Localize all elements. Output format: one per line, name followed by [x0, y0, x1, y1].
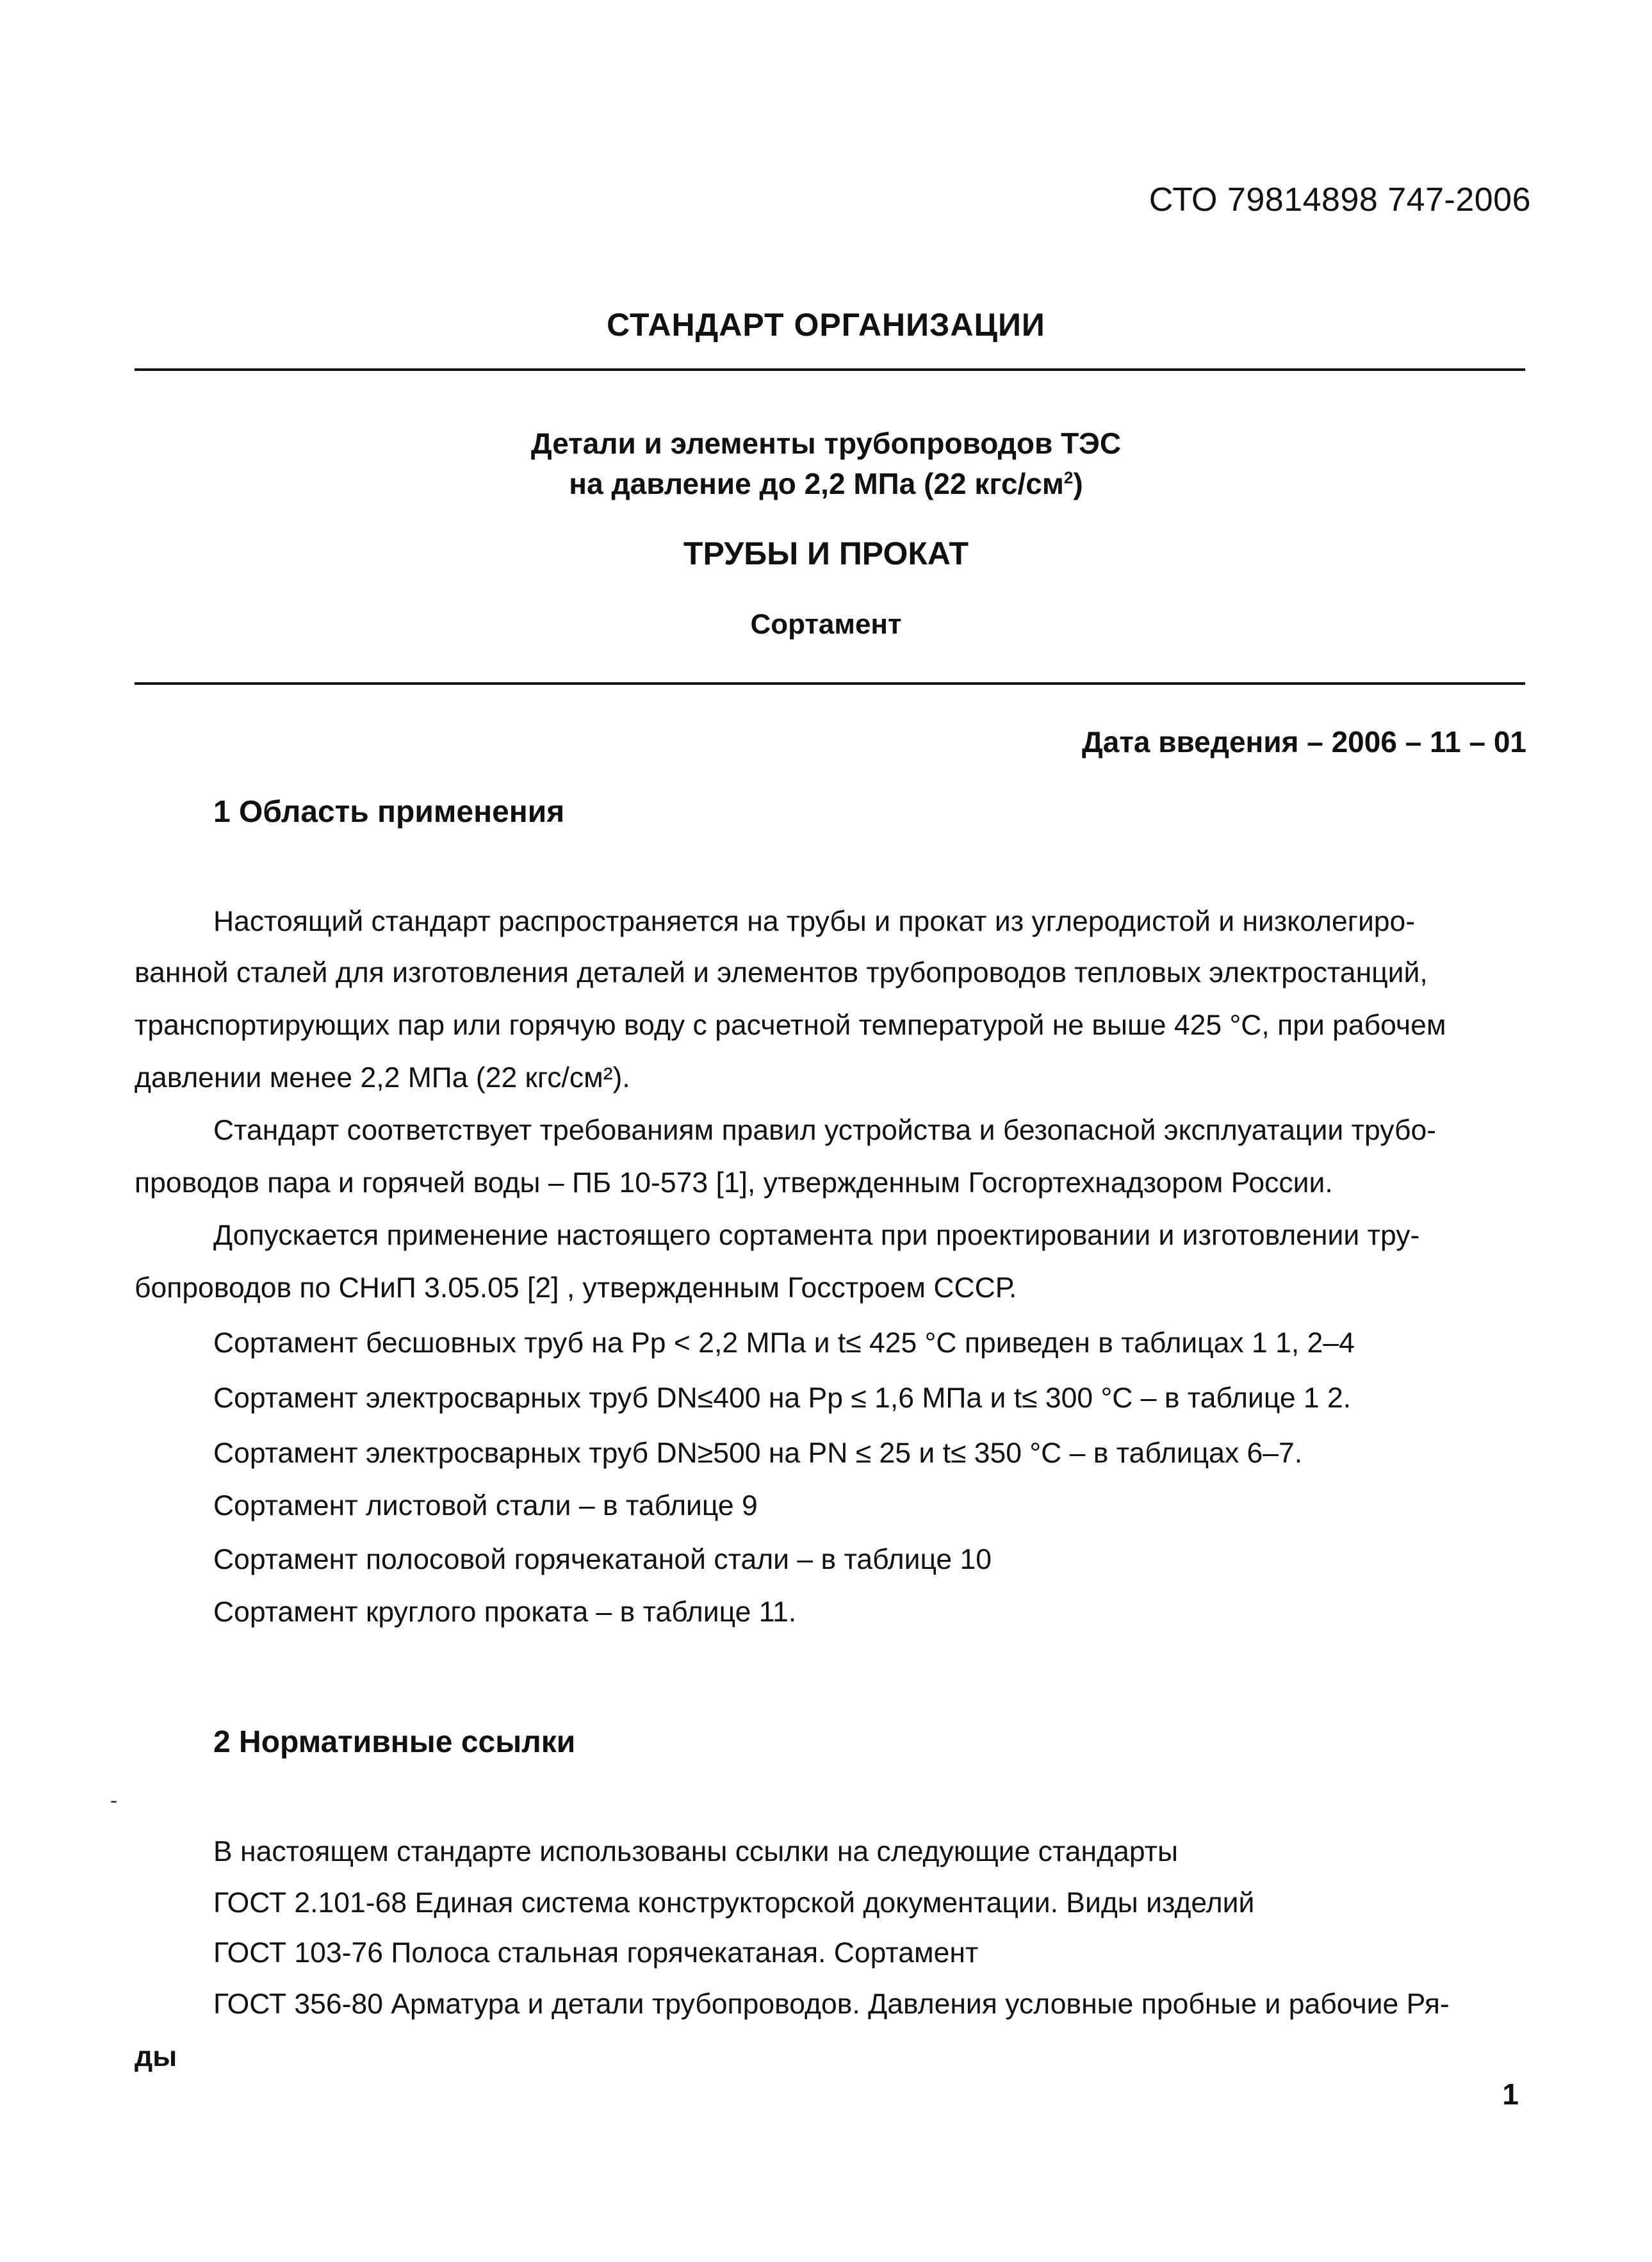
document-code: СТО 79814898 747-2006: [1149, 181, 1531, 218]
section-2-line: ды: [135, 2041, 177, 2072]
organization-standard-title: СТАНДАРТ ОРГАНИЗАЦИИ: [607, 307, 1045, 343]
section-1-line: бопроводов по СНиП 3.05.05 [2] , утвержденным Госстроем СССР.: [135, 1272, 1017, 1304]
section-1-line: Настоящий стандарт распространяется на трубы и прокат из углеродистой и низколегиро-: [213, 906, 1416, 937]
page-number: 1: [1502, 2078, 1519, 2111]
main-title: ТРУБЫ И ПРОКАТ: [683, 536, 969, 571]
subtitle-line-2-text: на давление до 2,2 МПа (22 кгс/см: [569, 467, 1064, 500]
section-2-line: ГОСТ 2.101-68 Единая система конструкторской документации. Виды изделий: [213, 1887, 1255, 1919]
subtitle-line-1: Детали и элементы трубопроводов ТЭС: [530, 427, 1122, 460]
section-1-line: Сортамент листовой стали – в таблице 9: [213, 1490, 758, 1521]
section-1-line: Стандарт соответствует требованиям правил устройства и безопасной эксплуатации трубо-: [213, 1115, 1437, 1146]
section-1-heading: 1 Область применения: [213, 795, 565, 829]
section-1-line: Допускается применение настоящего сортамента при проектировании и изготовлении тру-: [213, 1220, 1420, 1251]
bottom-divider: [135, 682, 1525, 685]
section-1-line: транспортирующих пар или горячую воду с расчетной температурой не выше 425 °С, при рабочем: [135, 1010, 1446, 1041]
assortment-subtitle: Сортамент: [750, 609, 902, 640]
subtitle-line-2-end: ): [1073, 467, 1083, 500]
section-1-line: Сортамент круглого проката – в таблице 11.: [213, 1596, 797, 1628]
section-2-line: В настоящем стандарте использованы ссылки на следующие стандарты: [213, 1836, 1178, 1867]
section-1-line: проводов пара и горячей воды – ПБ 10-573 [1], утвержденным Госгортехнадзором России.: [135, 1167, 1333, 1199]
subtitle-superscript: 2: [1063, 468, 1074, 488]
section-2-line: ГОСТ 103-76 Полоса стальная горячекатаная. Сортамент: [213, 1937, 979, 1969]
subtitle-line-2: [0, 466, 1652, 501]
section-1-line: Сортамент бесшовных труб на Рр < 2,2 МПа и t≤ 425 °С приведен в таблицах 1 1, 2–4: [213, 1327, 1355, 1359]
section-1-line: Сортамент электросварных труб DN≤400 на Рр ≤ 1,6 МПа и t≤ 300 °С – в таблице 1 2.: [213, 1382, 1352, 1414]
section-1-line: ванной сталей для изготовления деталей и элементов трубопроводов тепловых электростанций,: [135, 957, 1428, 988]
section-1-line: Сортамент полосовой горячекатаной стали – в таблице 10: [213, 1544, 992, 1575]
top-divider: [135, 368, 1525, 371]
scan-mark: -: [110, 1789, 118, 1813]
section-2-heading: 2 Нормативные ссылки: [213, 1725, 576, 1759]
section-1-line: давлении менее 2,2 МПа (22 кгс/см²).: [135, 1062, 630, 1094]
section-1-line: Сортамент электросварных труб DN≥500 на PN ≤ 25 и t≤ 350 °С – в таблицах 6–7.: [213, 1438, 1303, 1469]
intro-date: Дата введения – 2006 – 11 – 01: [1081, 725, 1526, 758]
section-2-line: ГОСТ 356-80 Арматура и детали трубопроводов. Давления условные пробные и рабочие Ря-: [213, 1988, 1450, 2020]
